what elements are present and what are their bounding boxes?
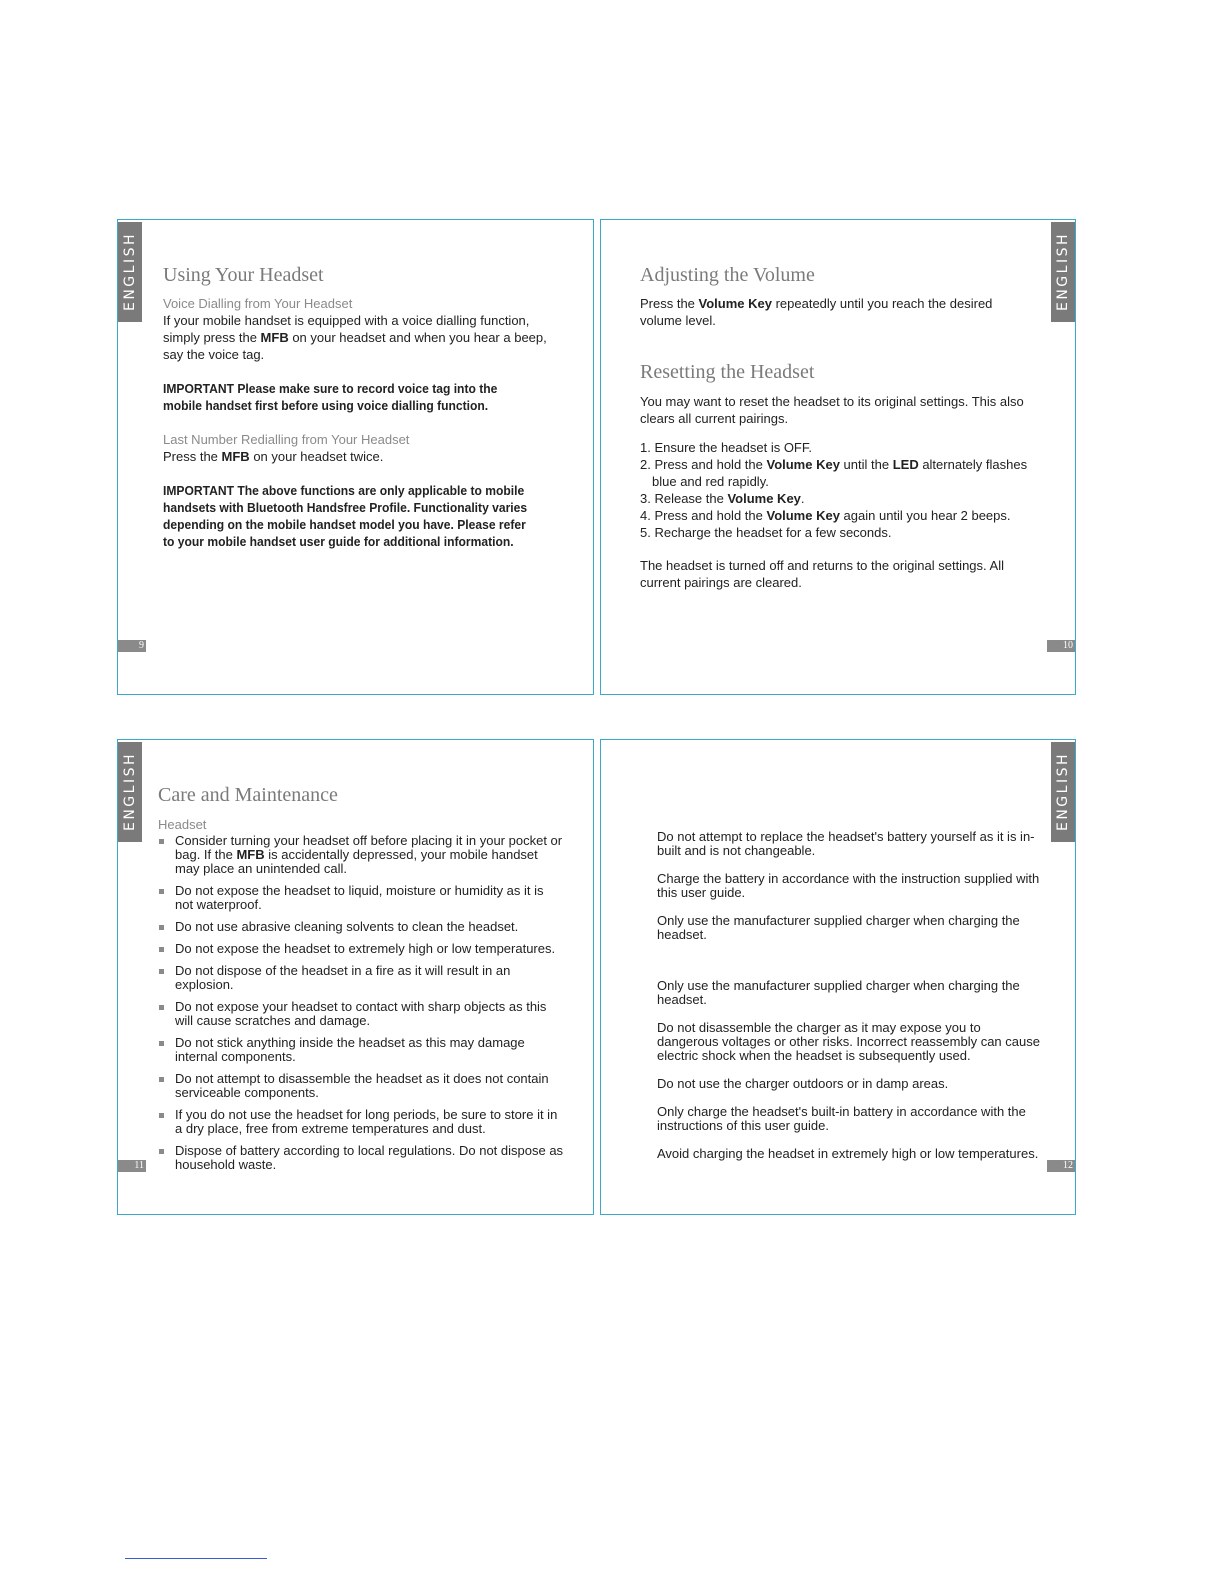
section-title: Adjusting the Volume — [640, 264, 815, 286]
list-item: Dispose of battery according to local regulations. Do not dispose as household waste. — [158, 1144, 565, 1172]
page-number: 11 — [118, 1160, 146, 1172]
page-10-panel — [600, 219, 1076, 695]
paragraph: If your mobile handset is equipped with a voice dialling function, simply press the MFB on your headset and when you hear a beep, say the voice tag. — [163, 313, 547, 362]
charger-notes — [657, 979, 1041, 1161]
page-10-content — [640, 220, 1035, 591]
subheading: Headset — [158, 817, 207, 832]
note: Charge the battery in accordance with the instruction supplied with this user guide. — [657, 871, 1040, 900]
list-item: Do not attempt to disassemble the headset as it does not contain serviceable components. — [158, 1072, 565, 1100]
page-12-panel — [600, 739, 1076, 1215]
footnote-rule — [125, 1558, 267, 1559]
paragraph: Press the Volume Key repeatedly until you reach the desired volume level. — [640, 296, 993, 328]
list-item: Do not expose the headset to liquid, moisture or humidity as it is not waterproof. — [158, 884, 565, 912]
language-tab: ENGLISH — [1051, 742, 1075, 842]
list-item: If you do not use the headset for long periods, be sure to store it in a dry place, free from extreme temperatures and dust. — [158, 1108, 565, 1136]
list-item: Do not dispose of the headset in a fire as it will result in an explosion. — [158, 964, 565, 992]
list-item: 2. Press and hold the Volume Key until the LED alternately flashes blue and red rapidly. — [640, 457, 1028, 489]
reset-steps — [640, 439, 1035, 541]
paragraph: Press the MFB on your headset twice. — [163, 449, 384, 464]
list-item: Do not stick anything inside the headset as this may damage internal components. — [158, 1036, 565, 1064]
subheading: Last Number Redialling from Your Headset — [163, 432, 410, 447]
note: Do not disassemble the charger as it may expose you to dangerous voltages or other risks. Incorrect reassembly can cause electric shock when the headset is subsequently used. — [657, 1020, 1040, 1063]
page-number: 9 — [118, 640, 146, 652]
language-tab: ENGLISH — [118, 222, 142, 322]
subheading: Voice Dialling from Your Headset — [163, 296, 353, 311]
page-12-content — [657, 740, 1041, 1161]
page-11-panel — [117, 739, 594, 1215]
note: Do not attempt to replace the headset's battery yourself as it is in-built and is not changeable. — [657, 829, 1035, 858]
page-11-content — [158, 740, 565, 1180]
section-title: Using Your Headset — [163, 264, 324, 286]
section-title: Resetting the Headset — [640, 361, 815, 383]
list-item: Consider turning your headset off before placing it in your pocket or bag. If the MFB is accidentally depressed, your mobile handset may place an unintended call. — [158, 834, 565, 876]
paragraph: The headset is turned off and returns to the original settings. All current pairings are cleared. — [640, 558, 1004, 590]
note: Only use the manufacturer supplied charger when charging the headset. — [657, 978, 1020, 1007]
page-9-content — [163, 220, 563, 550]
care-list — [158, 834, 565, 1172]
note: Only use the manufacturer supplied charger when charging the headset. — [657, 913, 1020, 942]
paragraph: You may want to reset the headset to its original settings. This also clears all current pairings. — [640, 394, 1024, 426]
important-note: IMPORTANT The above functions are only applicable to mobile handsets with Bluetooth Handsfree Profile. Functionality varies depending on the mobile handset model you have. Please refer to your mobile handset user guide for additional information. — [163, 483, 528, 549]
page-9-panel — [117, 219, 594, 695]
list-item: Do not expose your headset to contact with sharp objects as this will cause scratches and damage. — [158, 1000, 565, 1028]
note: Do not use the charger outdoors or in damp areas. — [657, 1076, 949, 1091]
language-tab: ENGLISH — [118, 742, 142, 842]
battery-notes — [657, 830, 1041, 942]
list-item: 4. Press and hold the Volume Key again until you hear 2 beeps. — [640, 508, 1011, 523]
section-title: Care and Maintenance — [158, 784, 338, 806]
page-number: 12 — [1047, 1160, 1075, 1172]
important-note: IMPORTANT Please make sure to record voice tag into the mobile handset first before using voice dialling function. — [163, 381, 498, 413]
language-tab: ENGLISH — [1051, 222, 1075, 322]
list-item: 3. Release the Volume Key. — [640, 491, 805, 506]
list-item: Do not expose the headset to extremely high or low temperatures. — [158, 942, 565, 956]
page-number: 10 — [1047, 640, 1075, 652]
note: Only charge the headset's built-in battery in accordance with the instructions of this user guide. — [657, 1104, 1026, 1133]
note: Avoid charging the headset in extremely high or low temperatures. — [657, 1146, 1039, 1161]
list-item: Do not use abrasive cleaning solvents to clean the headset. — [158, 920, 565, 934]
list-item: 5. Recharge the headset for a few seconds. — [640, 525, 892, 540]
list-item: 1. Ensure the headset is OFF. — [640, 440, 812, 455]
